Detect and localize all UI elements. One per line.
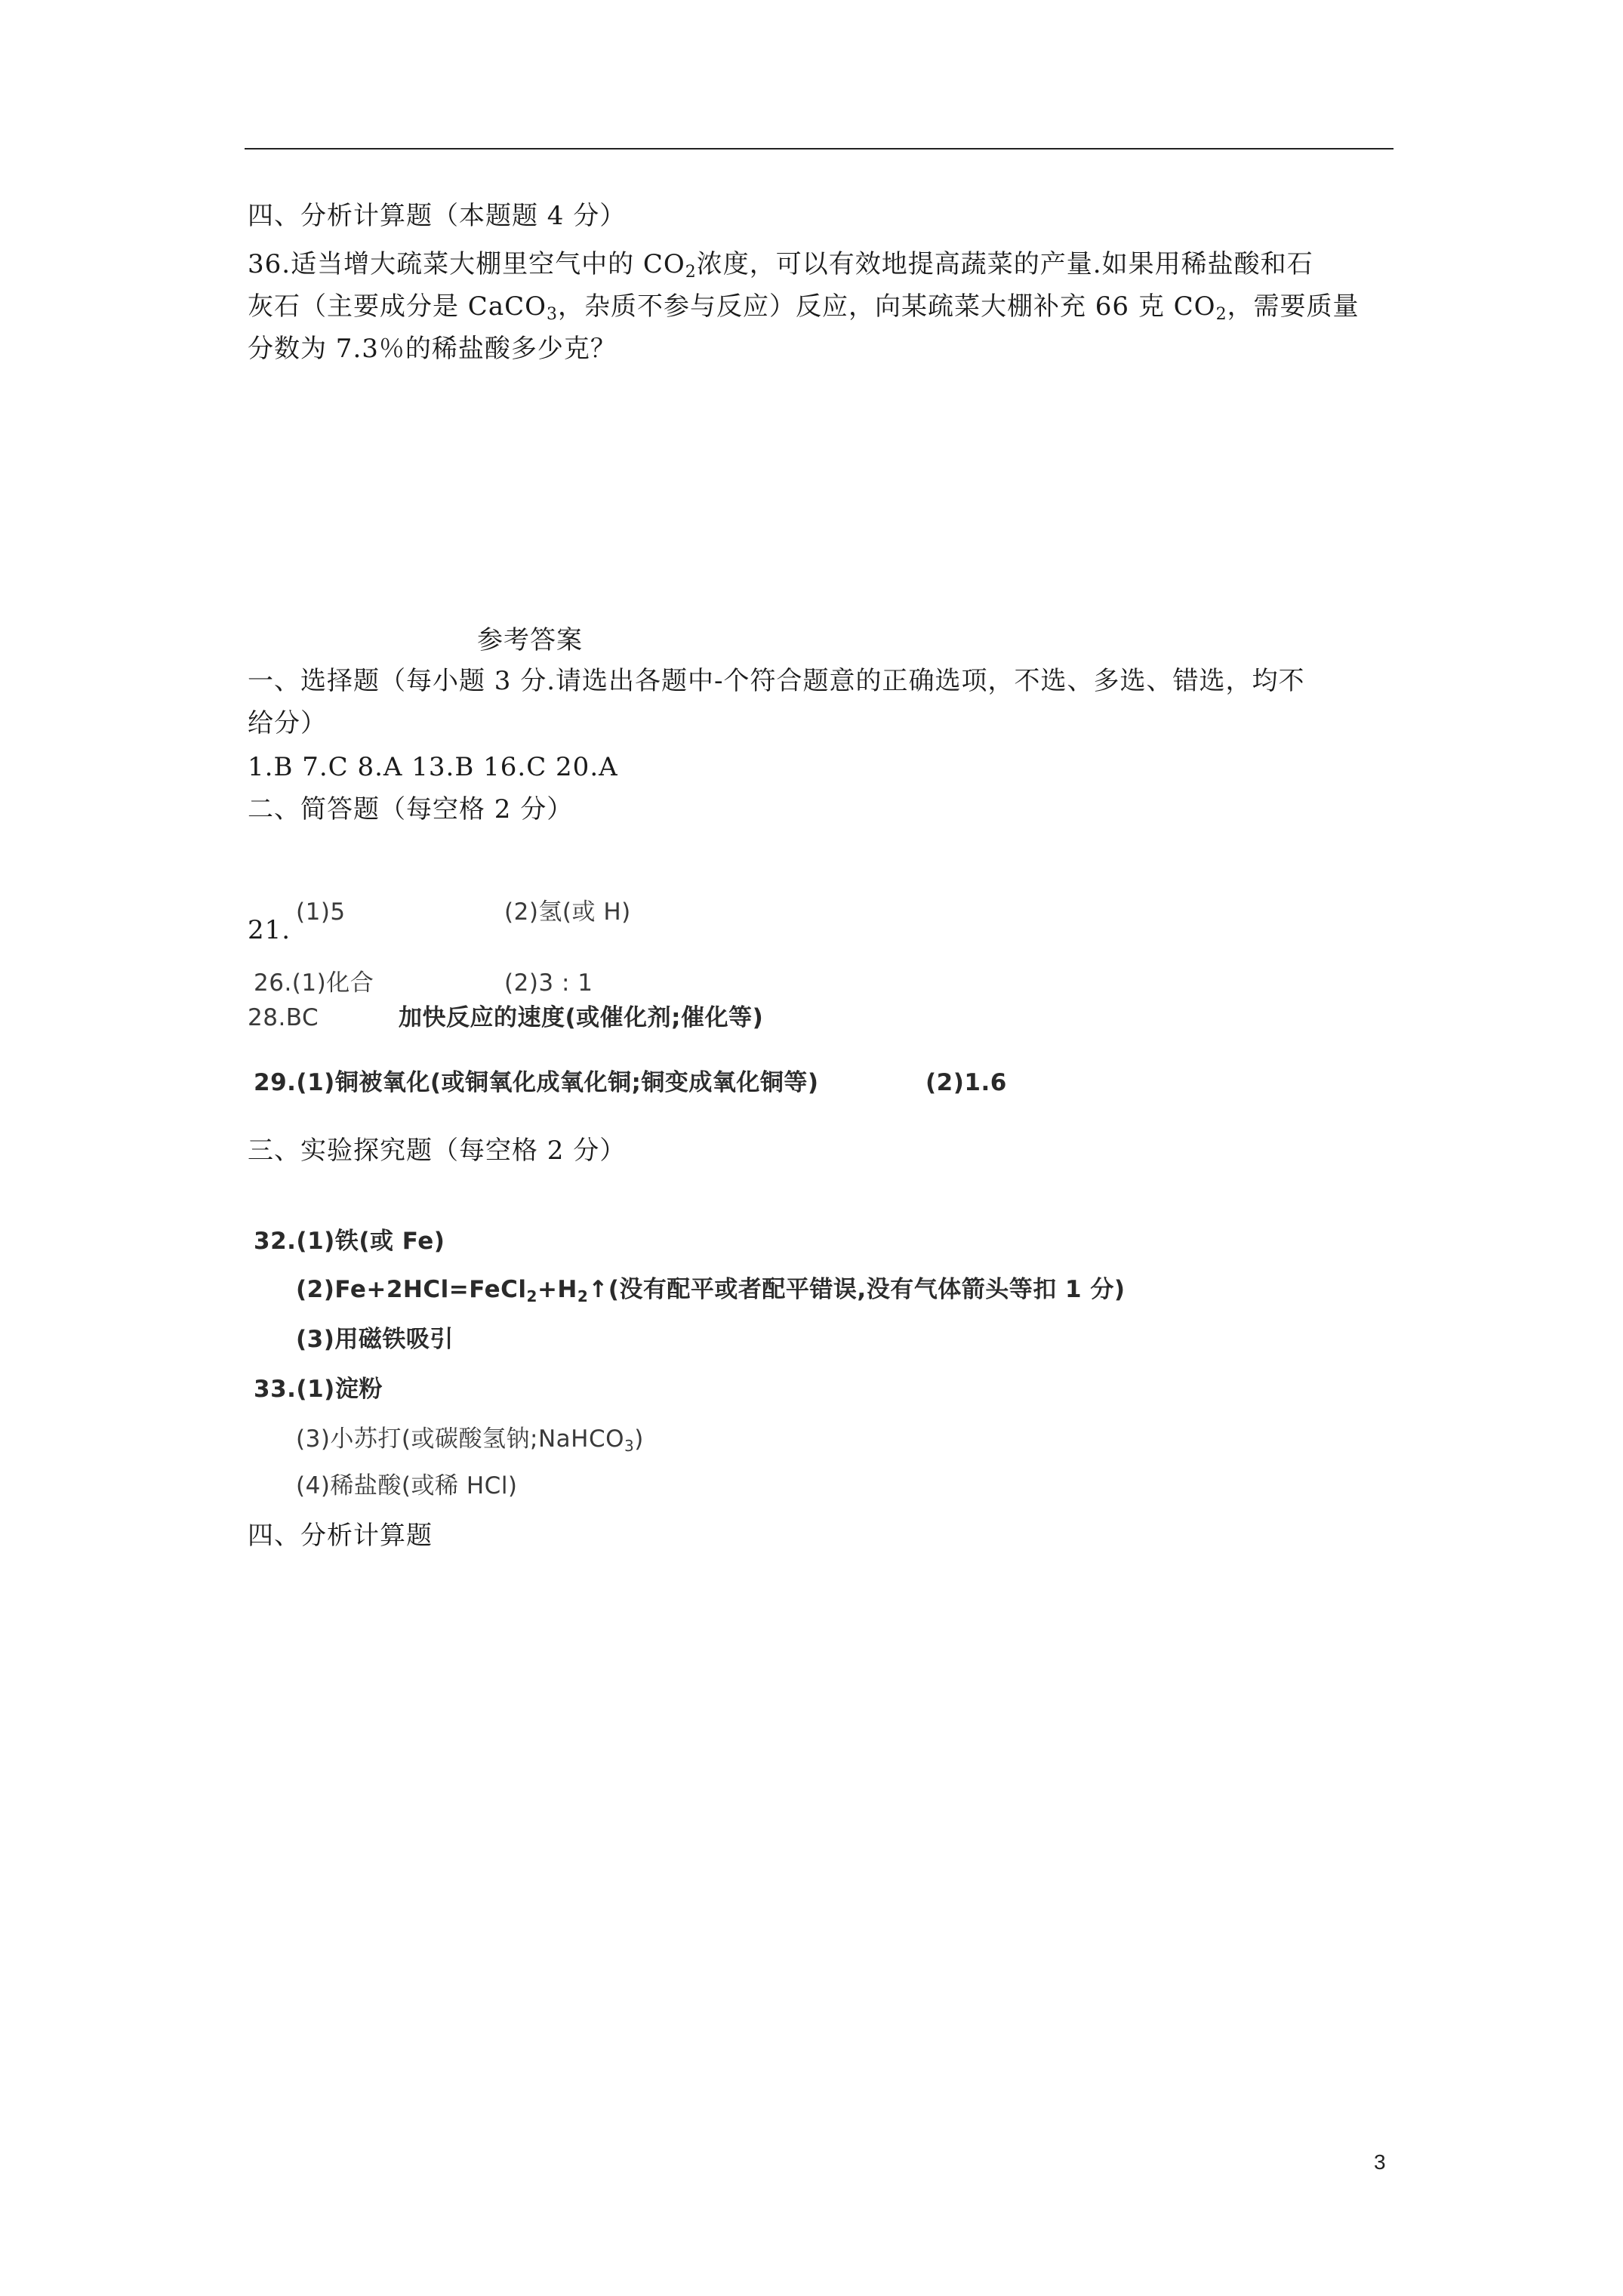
q32-part2-text-b: +H [537, 1276, 577, 1303]
q36-line1-subscript: 2 [685, 263, 697, 282]
sec1-line1: 一、选择题（每小题 3 分.请选出各题中-个符合题意的正确选项，不选、多选、错选，均不 [248, 666, 1305, 696]
q33-part1: 33.(1)淀粉 [254, 1376, 383, 1403]
q32-part3: (3)用磁铁吸引 [296, 1326, 454, 1353]
q26-part2: (2)3 : 1 [504, 969, 593, 997]
q32-part2-subscript: 2 [526, 1287, 537, 1305]
sec1-answers: 1.B 7.C 8.A 13.B 16.C 20.A [248, 752, 618, 782]
q36-line2-text-a: 灰石（主要成分是 CaCO [248, 291, 547, 322]
q36-line2 [248, 290, 1360, 323]
q29-part2: (2)1.6 [925, 1069, 1007, 1096]
q26-part1: 26.(1)化合 [254, 969, 374, 997]
q32-part2-text-c: ↑(没有配平或者配平错误,没有气体箭头等扣 1 分) [588, 1276, 1126, 1303]
q32-part2-subscript-2: 2 [577, 1287, 589, 1305]
q32-part2-text-a: (2)Fe+2HCl=FeCl [296, 1276, 527, 1303]
q33-part3-text-a: (3)小苏打(或碳酸氢钠;NaHCO [296, 1425, 624, 1453]
sec2-heading: 二、简答题（每空格 2 分） [248, 794, 574, 824]
q29-part1: 29.(1)铜被氧化(或铜氧化成氧化铜;铜变成氧化铜等) [254, 1069, 819, 1096]
q36-line2-subscript-2: 2 [1215, 305, 1227, 324]
q36-line2-text-b: ，杂质不参与反应）反应，向某疏菜大棚补充 66 克 CO [557, 291, 1216, 322]
sec4-heading-answers: 四、分析计算题 [248, 1521, 433, 1551]
page-number: 3 [1374, 2150, 1386, 2174]
q33-part4: (4)稀盐酸(或稀 HCl) [296, 1472, 518, 1499]
q33-part3 [296, 1422, 644, 1456]
q28-text: 加快反应的速度(或催化剂;催化等) [399, 1004, 764, 1031]
q21-part2: (2)氢(或 H) [504, 898, 631, 926]
q32-part1: 32.(1)铁(或 Fe) [254, 1228, 445, 1255]
q36-line1-text-a: 36.适当增大疏菜大棚里空气中的 CO [248, 249, 685, 279]
q33-part3-subscript: 3 [624, 1437, 635, 1455]
q36-line1 [248, 248, 1313, 281]
q21-number: 21. [248, 915, 291, 945]
q33-part3-text-b: ) [634, 1425, 644, 1453]
answers-title: 参考答案 [477, 625, 583, 655]
q32-part2 [296, 1273, 1126, 1306]
sec1-line2: 给分） [248, 708, 327, 738]
q36-line1-text-b: 浓度，可以有效地提高蔬菜的产量.如果用稀盐酸和石 [696, 249, 1313, 279]
q36-line2-text-c: ，需要质量 [1227, 291, 1360, 322]
sec3-heading: 三、实验探究题（每空格 2 分） [248, 1136, 627, 1166]
q36-line2-subscript: 3 [546, 305, 558, 324]
q21-part1: (1)5 [296, 898, 346, 926]
header-rule [245, 148, 1394, 149]
section4-heading: 四、分析计算题（本题题 4 分） [248, 201, 627, 231]
q28-number: 28.BC [248, 1004, 319, 1031]
q36-line3: 分数为 7.3％的稀盐酸多少克？ [248, 334, 617, 364]
